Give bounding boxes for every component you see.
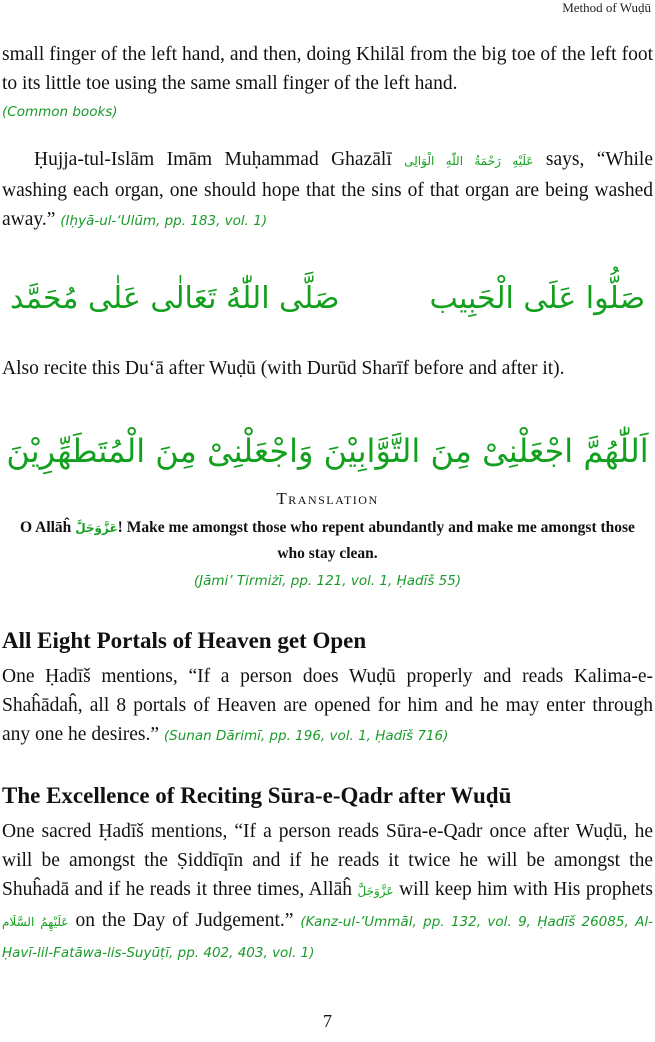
paragraph-text: One sacred Ḥadīš mentions, “If a person reads Sūra-e-Qadr once after Wuḍū, he will be amongst the Ṣiddīqīn and if he reads it twice he will be amongst the Shuĥadā and if he reads it three times, Allāĥ xyxy=(2,821,653,900)
dua-arabic: اَللّٰهُمَّ اجْعَلْنِىْ مِنَ التَّوَّابِيْنَ وَاجْعَلْنِىْ مِنَ الْمُتَطَهِّرِيْنَ xyxy=(6,432,649,470)
section-heading-portals: All Eight Portals of Heaven get Open xyxy=(2,628,367,653)
translation-part: ! Make me amongst those who repent abundantly and make me amongst those who stay clean. xyxy=(117,519,635,562)
paragraph-text: One Ḥadīš mentions, “If a person does Wuḍū properly and reads Kalima-e-Shaĥādaĥ, all 8 portals of Heaven are opened for him and he may enter through any one he desires.” xyxy=(2,666,653,745)
translation-citation-line xyxy=(2,570,653,592)
paragraph-ghazali xyxy=(2,145,653,236)
running-header: Method of Wuḍū xyxy=(562,0,651,15)
citation: (Kanz-ul-’Ummāl, pp. 132, vol. 9, Ḥadīš 26085, Al-Ḥavī-lil-Fatāwa-lis-Suyūṭī, pp. 402, 403, vol. 1) xyxy=(2,914,653,961)
honorific-arabic: عَزَّوَجَلَّ xyxy=(75,521,118,535)
citation: (Iḥyā-ul-‘Ulūm, pp. 183, vol. 1) xyxy=(60,213,268,229)
translation-text xyxy=(2,515,653,566)
citation: (Jāmi’ Tirmiżī, pp. 121, vol. 1, Ḥadīš 55) xyxy=(193,573,462,589)
durood-right: صَلَّى اللّٰهُ تَعَالٰى عَلٰى مُحَمَّد xyxy=(9,280,340,316)
citation: (Common books) xyxy=(2,104,118,120)
paragraph-text: Also recite this Du‘ā after Wuḍū (with Durūd Sharīf before and after it). xyxy=(2,358,565,379)
paragraph-text: says, “While washing each organ, one should hope that the sins of that organ are being washed away.” xyxy=(2,149,654,230)
paragraph-portals xyxy=(2,662,653,751)
citation: (Sunan Dārimī, pp. 196, vol. 1, Ḥadīš 716) xyxy=(163,728,449,744)
honorific-arabic: عَزَّوَجَلَّ xyxy=(357,884,394,898)
paragraph-text: Ḥujja-tul-Islām Imām Muḥammad Ghazālī xyxy=(34,149,405,170)
page-number: 7 xyxy=(323,1011,332,1031)
durood-left: صَلُّوا عَلَى الْحَبِيب xyxy=(429,280,646,316)
paragraph-sura-qadr xyxy=(2,817,653,968)
paragraph-text: will keep him with His prophets xyxy=(393,879,653,900)
page-content xyxy=(2,40,653,968)
paragraph-text: small finger of the left hand, and then, doing Khilāl from the big toe of the left foot to its little toe using the same small finger of the left hand. xyxy=(2,44,653,94)
translation-part: O Allāĥ xyxy=(20,519,76,536)
translation-heading: Translation xyxy=(276,489,379,508)
citation-line xyxy=(2,98,653,125)
honorific-arabic: عَلَيْهِ رَحْمَةُ اللّٰهِ الْوَالِى xyxy=(404,154,534,168)
honorific-arabic: عَلَيْهِمُ السَّلَام xyxy=(2,915,69,929)
section-heading-sura-qadr: The Excellence of Reciting Sūra-e-Qadr after Wuḍū xyxy=(2,783,512,808)
paragraph-text: on the Day of Judgement.” xyxy=(68,910,301,931)
paragraph-continuation xyxy=(2,40,653,98)
paragraph-recite xyxy=(2,354,653,383)
durood-row xyxy=(2,278,653,318)
